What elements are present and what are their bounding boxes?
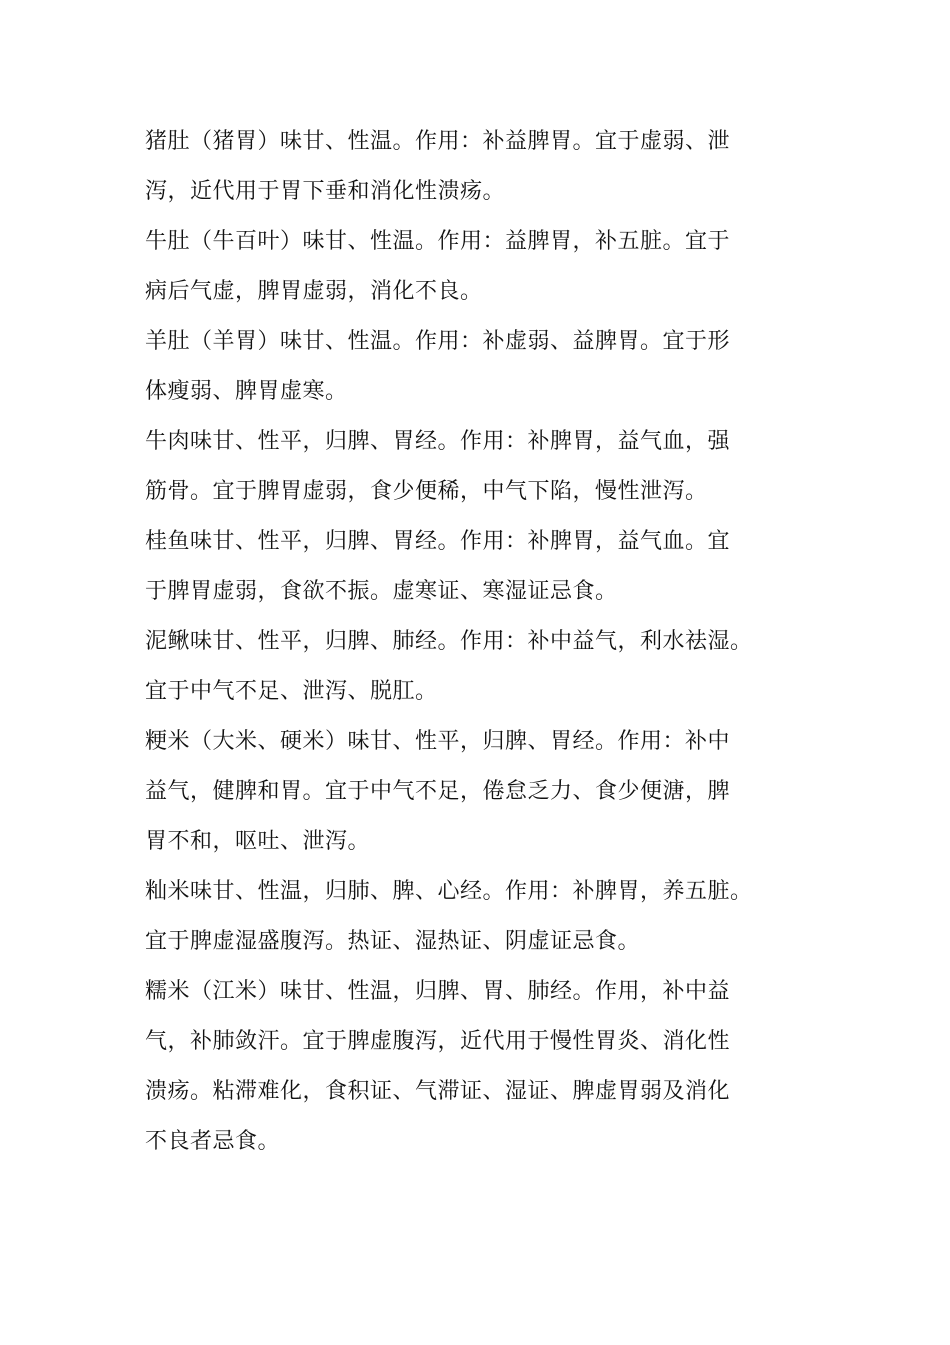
text-line: 糯米（江米）味甘、性温，归脾、胃、肺经。作用，补中益 — [145, 979, 731, 1004]
text-line: 于脾胃虚弱，食欲不振。虚寒证、寒湿证忌食。 — [145, 579, 618, 604]
text-line: 胃不和，呕吐、泄泻。 — [145, 829, 371, 854]
body-text — [145, 117, 765, 1167]
text-line: 筋骨。宜于脾胃虚弱，食少便稀，中气下陷，慢性泄泻。 — [145, 479, 708, 504]
text-line: 病后气虚，脾胃虚弱，消化不良。 — [145, 279, 483, 304]
text-line: 羊肚（羊胃）味甘、性温。作用：补虚弱、益脾胃。宜于形 — [145, 329, 731, 354]
text-line: 籼米味甘、性温，归肺、脾、心经。作用：补脾胃，养五脏。 — [145, 879, 753, 904]
text-line: 牛肚（牛百叶）味甘、性温。作用：益脾胃，补五脏。宜于 — [145, 229, 731, 254]
text-line: 气，补肺敛汗。宜于脾虚腹泻，近代用于慢性胃炎、消化性 — [145, 1029, 731, 1054]
text-line: 益气，健脾和胃。宜于中气不足，倦怠乏力、食少便溏，脾 — [145, 779, 731, 804]
text-line: 桂鱼味甘、性平，归脾、胃经。作用：补脾胃，益气血。宜 — [145, 529, 731, 554]
text-line: 泥鳅味甘、性平，归脾、肺经。作用：补中益气，利水祛湿。 — [145, 629, 753, 654]
text-line: 粳米（大米、硬米）味甘、性平，归脾、胃经。作用：补中 — [145, 729, 731, 754]
text-line: 不良者忌食。 — [145, 1129, 281, 1154]
text-line: 猪肚（猪胃）味甘、性温。作用：补益脾胃。宜于虚弱、泄 — [145, 129, 731, 154]
text-line: 宜于脾虚湿盛腹泻。热证、湿热证、阴虚证忌食。 — [145, 929, 641, 954]
text-line: 宜于中气不足、泄泻、脱肛。 — [145, 679, 438, 704]
text-line: 泻，近代用于胃下垂和消化性溃疡。 — [145, 179, 506, 204]
text-line: 溃疡。粘滞难化，食积证、气滞证、湿证、脾虚胃弱及消化 — [145, 1079, 731, 1104]
text-line: 体瘦弱、脾胃虚寒。 — [145, 379, 348, 404]
text-line: 牛肉味甘、性平，归脾、胃经。作用：补脾胃，益气血，强 — [145, 429, 731, 454]
